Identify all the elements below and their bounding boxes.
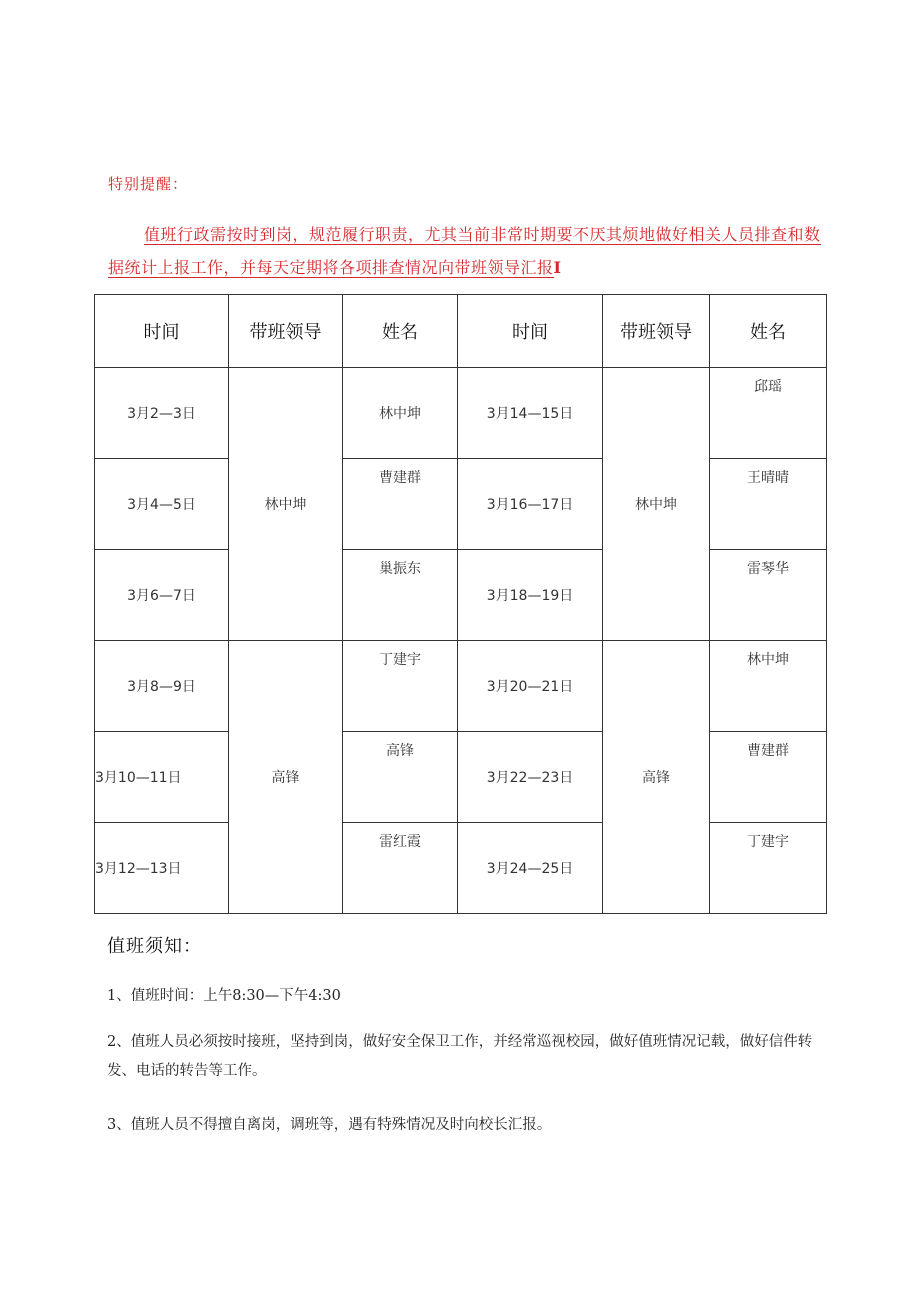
date-cell: 3月10—11日 [95,732,229,823]
leader-cell: 高锋 [229,641,343,914]
reminder-body [108,218,832,284]
header-time-left: 时间 [95,295,229,368]
date-cell: 3月14—15日 [458,368,603,459]
name-cell [343,459,458,550]
name-cell [343,823,458,914]
date-cell: 3月6—7日 [95,550,229,641]
table-row [95,368,827,459]
date-cell: 3月20—21日 [458,641,603,732]
table-row [95,459,827,550]
name-text: 王晴晴 [747,470,789,486]
note-item: 3、值班人员不得擅自离岗，调班等，遇有特殊情况及时向校长汇报。 [107,1117,552,1133]
note-item: 1、值班时间：上午8:30—下午4:30 [107,988,341,1004]
table-row [95,550,827,641]
name-cell [710,641,827,732]
name-cell: 林中坤 [343,368,458,459]
date-cell: 3月12—13日 [95,823,229,914]
table-row [95,732,827,823]
name-text: 林中坤 [747,652,789,668]
leader-cell: 高锋 [603,641,710,914]
name-cell [343,732,458,823]
date-cell: 3月16—17日 [458,459,603,550]
date-cell: 3月18—19日 [458,550,603,641]
header-leader-right: 带班领导 [603,295,710,368]
leader-cell: 林中坤 [603,368,710,641]
name-text: 曹建群 [747,743,789,759]
reminder-title: 特别提醒： [108,175,189,193]
name-cell [343,550,458,641]
date-cell: 3月2—3日 [95,368,229,459]
leader-cell: 林中坤 [229,368,343,641]
name-text: 丁建宇 [747,834,789,850]
name-text: 高锋 [386,743,414,759]
note-item: 2、值班人员必须按时接班，坚持到岗，做好安全保卫工作，并经常巡视校园，做好值班情况记载，做好信件转发、电话的转告等工作。 [107,1034,813,1079]
name-cell [710,368,827,459]
header-time-right: 时间 [458,295,603,368]
name-cell [343,641,458,732]
reminder-text: 值班行政需按时到岗，规范履行职责，尤其当前非常时期要不厌其烦地做好相关人员排查和数据统计上报工作，并每天定期将各项排查情况向带班领导汇报 [108,225,821,277]
name-cell [710,823,827,914]
name-text: 丁建宇 [379,652,421,668]
name-text: 雷红霞 [379,834,421,850]
header-leader-left: 带班领导 [229,295,343,368]
header-name-right: 姓名 [710,295,827,368]
notes-title: 值班须知： [107,936,202,957]
name-text: 曹建群 [379,470,421,486]
date-cell: 3月4—5日 [95,459,229,550]
table-row [95,823,827,914]
date-cell: 3月24—25日 [458,823,603,914]
date-cell: 3月22—23日 [458,732,603,823]
name-cell [710,550,827,641]
name-text: 巢振东 [379,561,421,577]
header-name-left: 姓名 [343,295,458,368]
date-cell: 3月8—9日 [95,641,229,732]
reminder-mark: I [553,258,562,277]
table-header-row [95,295,827,368]
name-text: 雷琴华 [747,561,789,577]
table-row [95,641,827,732]
duty-schedule-table [94,294,827,914]
name-text: 邱瑶 [754,379,782,395]
name-cell [710,732,827,823]
name-cell [710,459,827,550]
